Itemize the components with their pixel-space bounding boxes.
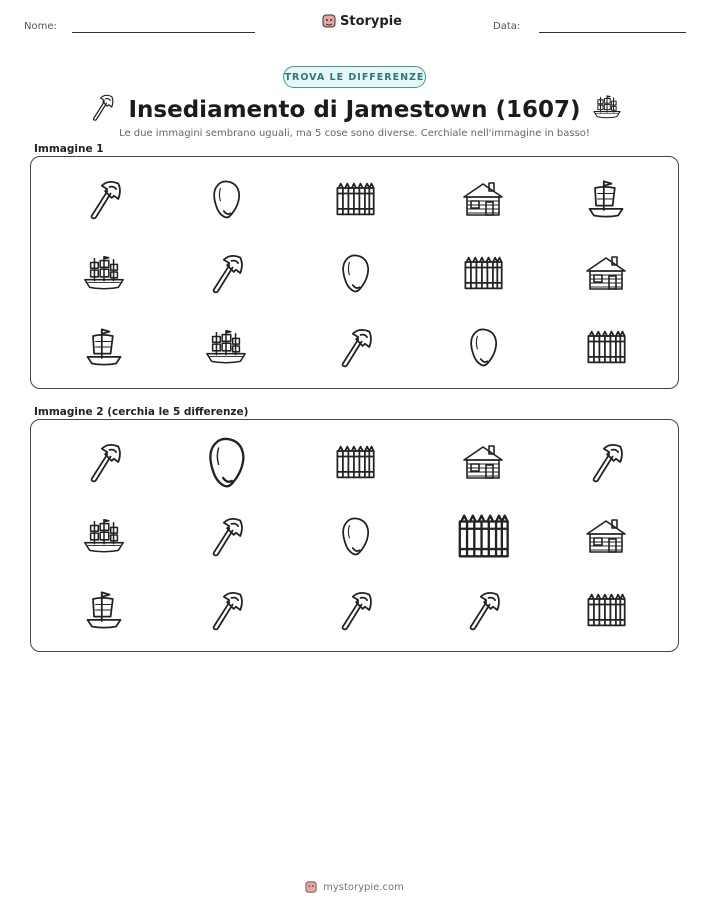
image1-boat-icon: [74, 317, 134, 377]
image2-ship-icon[interactable]: [74, 506, 134, 566]
image1-seed-icon: [325, 243, 385, 303]
image1-cabin-icon: [453, 169, 513, 229]
image2-axe-icon[interactable]: [74, 432, 134, 492]
image2-cabin-icon[interactable]: [576, 506, 636, 566]
image1-cabin-icon: [576, 243, 636, 303]
name-field-line[interactable]: [72, 32, 255, 33]
image1-panel: [30, 156, 679, 389]
instructions: Le due immagini sembrano uguali, ma 5 cose sono diverse. Cerchiale nell'immagine in basso!: [119, 128, 590, 139]
image2-boat-icon[interactable]: [74, 580, 134, 640]
image2-axe-icon[interactable]: [196, 506, 256, 566]
image2-axe-icon[interactable]: [196, 580, 256, 640]
date-field-line[interactable]: [539, 32, 686, 33]
image2-seed-icon[interactable]: [325, 506, 385, 566]
image2-axe-icon[interactable]: [453, 580, 513, 640]
image1-fence-icon: [453, 243, 513, 303]
image2-seed-icon[interactable]: [196, 432, 256, 492]
name-label: Nome:: [24, 21, 57, 32]
image1-ship-icon: [74, 243, 134, 303]
image1-axe-icon: [325, 317, 385, 377]
image2-label: Immagine 2 (cerchia le 5 differenze): [34, 406, 249, 418]
image1-fence-icon: [576, 317, 636, 377]
image1-label: Immagine 1: [34, 143, 104, 155]
image1-axe-icon: [196, 243, 256, 303]
date-label: Data:: [493, 21, 521, 32]
storypie-mascot-icon: [305, 880, 317, 894]
image2-panel[interactable]: [30, 419, 679, 652]
image2-fence-icon[interactable]: [576, 580, 636, 640]
image2-fence-icon[interactable]: [325, 432, 385, 492]
image2-axe-icon[interactable]: [576, 432, 636, 492]
worksheet-type-badge: TROVA LE DIFFERENZE: [283, 66, 426, 88]
image1-fence-icon: [325, 169, 385, 229]
image1-axe-icon: [74, 169, 134, 229]
image2-axe-icon[interactable]: [325, 580, 385, 640]
footer: [0, 880, 709, 894]
image1-seed-icon: [196, 169, 256, 229]
title-row: [0, 92, 709, 127]
image2-cabin-icon[interactable]: [453, 432, 513, 492]
image1-seed-icon: [453, 317, 513, 377]
brand-logo: [322, 13, 402, 29]
footer-url: mystorypie.com: [323, 881, 404, 893]
image1-boat-icon: [576, 169, 636, 229]
ship-icon: [592, 92, 622, 127]
brand-name: Storypie: [340, 13, 402, 29]
storypie-mascot-icon: [322, 13, 336, 29]
page-title: Insediamento di Jamestown (1607): [128, 96, 581, 123]
image1-ship-icon: [196, 317, 256, 377]
axe-icon: [87, 92, 117, 127]
image2-fence-icon[interactable]: [453, 506, 513, 566]
